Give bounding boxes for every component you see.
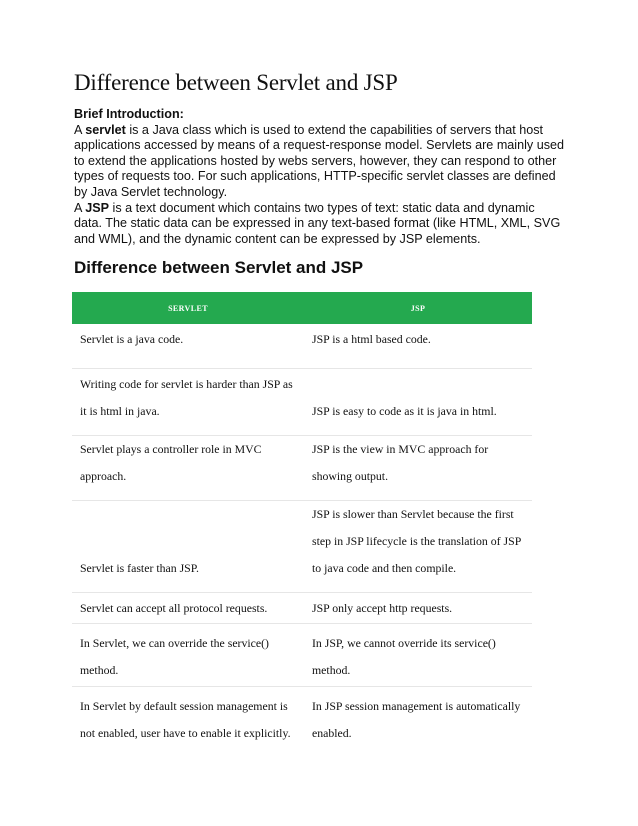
servlet-cell: Servlet is a java code. [72,324,304,369]
jsp-term: JSP [85,200,110,215]
jsp-cell: JSP is easy to code as it is java in html. [304,369,532,436]
servlet-cell: Servlet is faster than JSP. [72,501,304,593]
page-title: Difference between Servlet and JSP [74,70,398,95]
table-row [72,624,532,687]
comparison-table [72,292,532,747]
servlet-cell: Servlet can accept all protocol requests. [72,593,304,624]
jsp-cell: In JSP, we cannot override its service() method. [304,624,532,687]
table-row [72,501,532,593]
jsp-cell: JSP only accept http requests. [304,593,532,624]
servlet-prefix: A [74,122,86,137]
jsp-cell: JSP is slower than Servlet because the first step in JSP lifecycle is the translation of JSP to java code and then compile. [304,501,532,593]
jsp-cell: JSP is a html based code. [304,324,532,369]
jsp-prefix: A [74,200,86,215]
jsp-text: is a text document which contains two types of text: static data and dynamic data. The static data can be expressed in any text-based format (like HTML, XML, SVG and WML), and the dynamic content can be expressed by JSP elements. [74,200,561,246]
servlet-cell: In Servlet, we can override the service() method. [72,624,304,687]
jsp-definition [74,201,564,248]
table-row [72,687,532,748]
jsp-cell: In JSP session management is automatically enabled. [312,699,521,740]
jsp-cell: JSP is the view in MVC approach for showing output. [304,436,532,501]
servlet-cell: In Servlet by default session management is not enabled, user have to enable it explicitly. [80,699,291,740]
table-row [72,593,532,624]
intro-heading: Brief Introduction: [74,107,184,121]
section-title: Difference between Servlet and JSP [74,258,364,277]
table-row [72,436,532,501]
servlet-cell: Servlet plays a controller role in MVC approach. [72,436,304,501]
servlet-term: servlet [85,122,126,137]
table-row [72,324,532,369]
introduction [74,107,564,247]
table-header-row [72,292,532,324]
servlet-definition [74,123,564,201]
header-jsp: JSP [304,292,532,324]
servlet-text: is a Java class which is used to extend the capabilities of servers that host applications accessed by means of a request-response model. Servlets are mainly used to extend the applications hosted by webs servers, however, they can respond to other types of requests too. For such applications, HTTP-specific servlet classes are defined by Java Servlet technology. [74,122,565,199]
servlet-cell: Writing code for servlet is harder than JSP as it is html in java. [72,369,304,436]
table-row [72,369,532,436]
header-servlet: SERVLET [72,292,304,324]
